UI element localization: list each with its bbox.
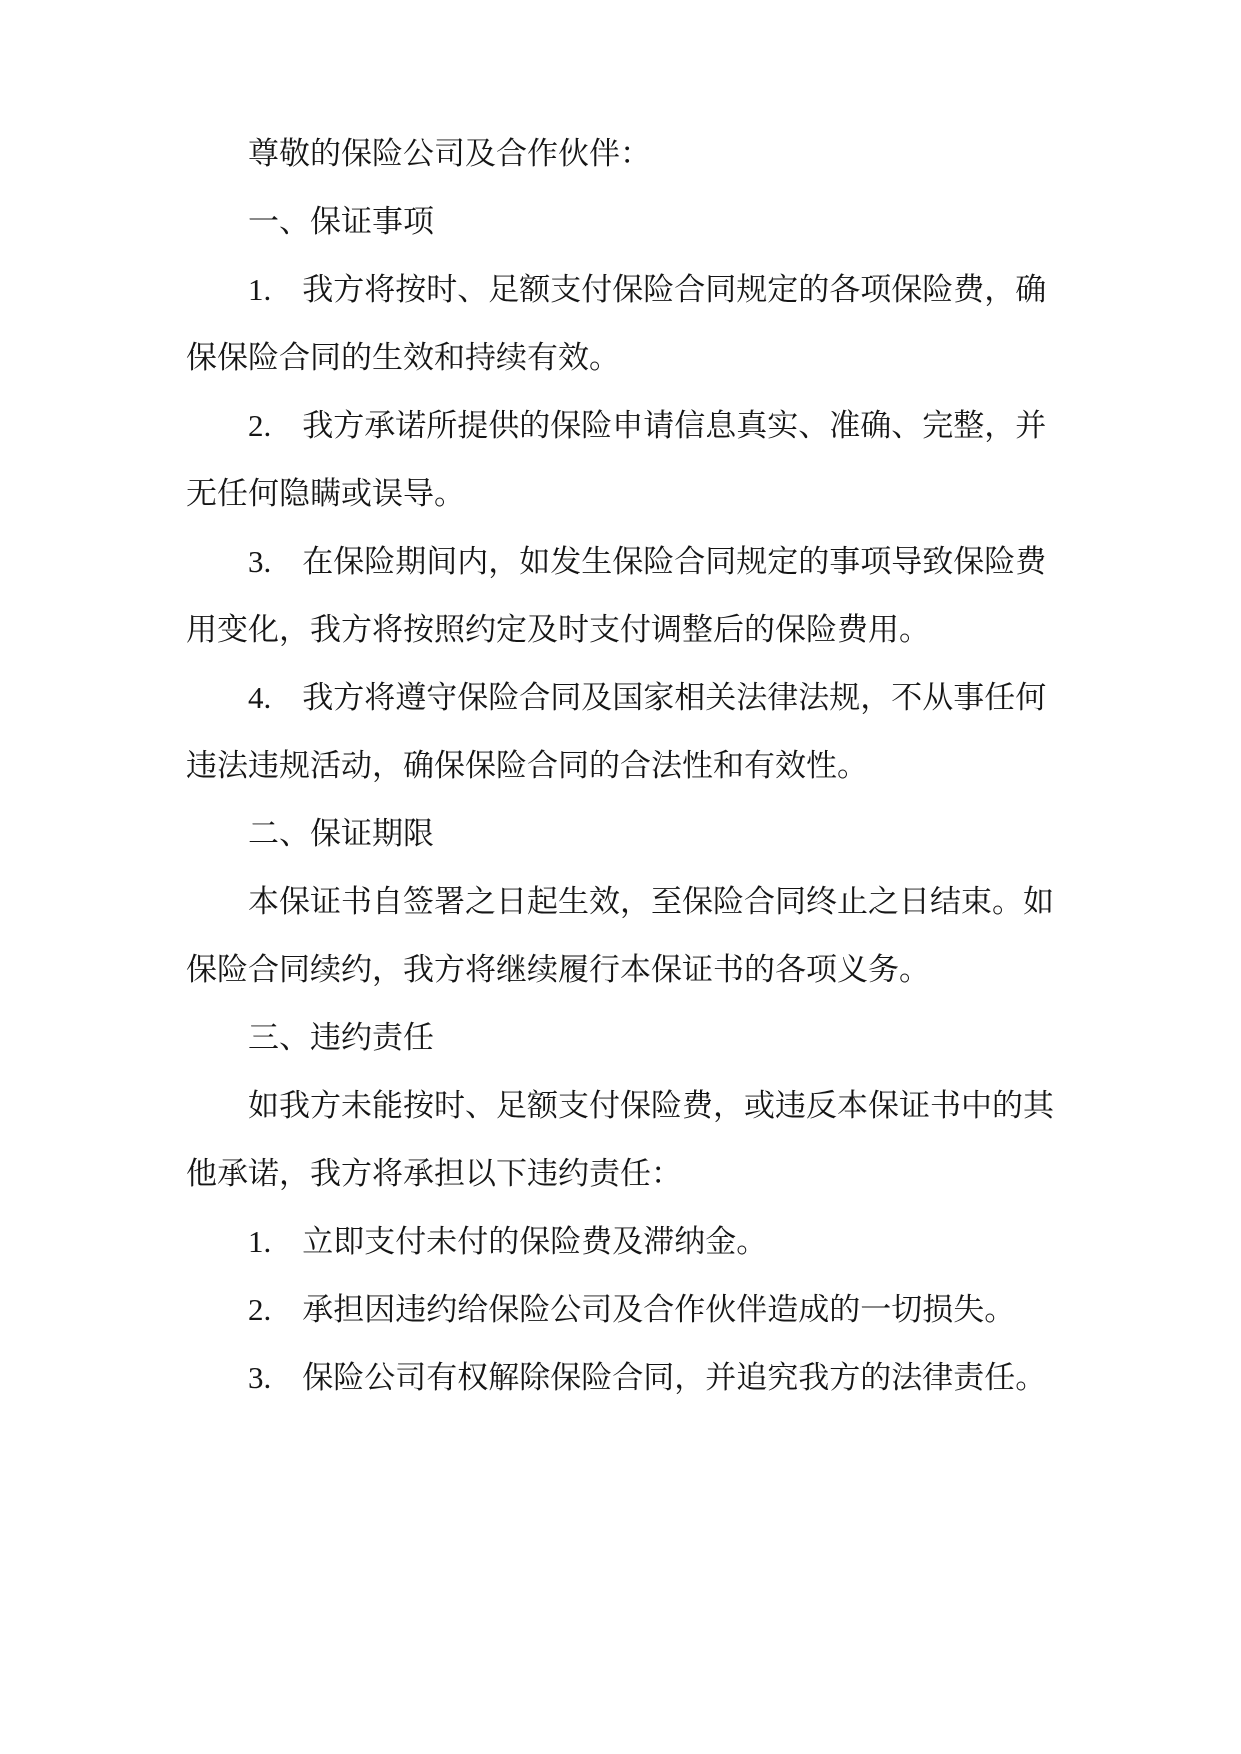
paragraph-body: 如我方未能按时、足额支付保险费，或违反本保证书中的其他承诺，我方将承担以下违约责任： [186, 1088, 1054, 1191]
list-item: 1. 立即支付未付的保险费及滞纳金。 [248, 1224, 768, 1259]
document-body [186, 120, 1056, 1412]
list-item: 3. 在保险期间内，如发生保险合同规定的事项导致保险费用变化，我方将按照约定及时支付调整后的保险费用。 [186, 544, 1047, 647]
list-item: 4. 我方将遵守保险合同及国家相关法律法规，不从事任何违法违规活动，确保保险合同的合法性和有效性。 [186, 680, 1047, 783]
section-heading: 三、违约责任 [248, 1020, 434, 1055]
list-item: 2. 承担因违约给保险公司及合作伙伴造成的一切损失。 [248, 1292, 1016, 1327]
list-item: 3. 保险公司有权解除保险合同，并追究我方的法律责任。 [248, 1360, 1047, 1395]
paragraph-salutation: 尊敬的保险公司及合作伙伴： [248, 136, 651, 171]
section-heading: 一、保证事项 [248, 204, 434, 239]
paragraph-body: 本保证书自签署之日起生效，至保险合同终止之日结束。如保险合同续约，我方将继续履行本保证书的各项义务。 [186, 884, 1054, 987]
section-heading: 二、保证期限 [248, 816, 434, 851]
list-item: 1. 我方将按时、足额支付保险合同规定的各项保险费，确保保险合同的生效和持续有效。 [186, 272, 1047, 375]
list-item: 2. 我方承诺所提供的保险申请信息真实、准确、完整，并无任何隐瞒或误导。 [186, 408, 1047, 511]
